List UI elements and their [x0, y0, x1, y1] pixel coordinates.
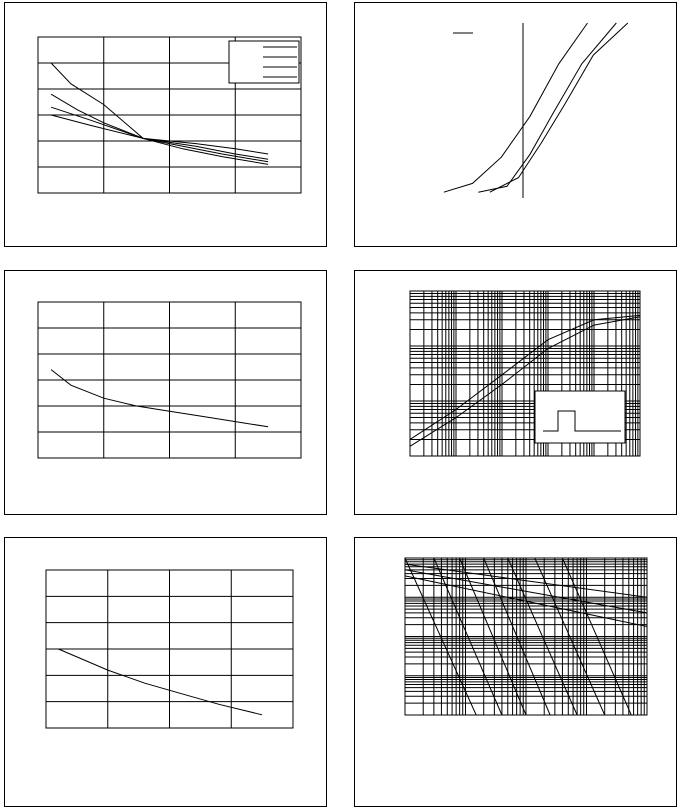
chart-5 — [5, 538, 328, 808]
chart-panel-4 — [354, 270, 677, 515]
chart-3 — [5, 271, 328, 516]
chart-4 — [355, 271, 678, 516]
inset-box — [535, 391, 625, 443]
series-line-2 — [478, 23, 616, 192]
chart-panel-6 — [354, 537, 677, 807]
grid — [46, 570, 293, 728]
chart-6 — [355, 538, 678, 808]
chart-panel-1 — [4, 2, 327, 247]
grid — [38, 302, 301, 458]
series-line-1 — [444, 23, 588, 192]
grid — [405, 558, 647, 715]
chart-1 — [5, 3, 328, 248]
series-line-3 — [490, 23, 628, 192]
chart-2 — [355, 3, 678, 248]
chart-panel-2 — [354, 2, 677, 247]
chart-panel-5 — [4, 537, 327, 807]
chart-panel-3 — [4, 270, 327, 515]
